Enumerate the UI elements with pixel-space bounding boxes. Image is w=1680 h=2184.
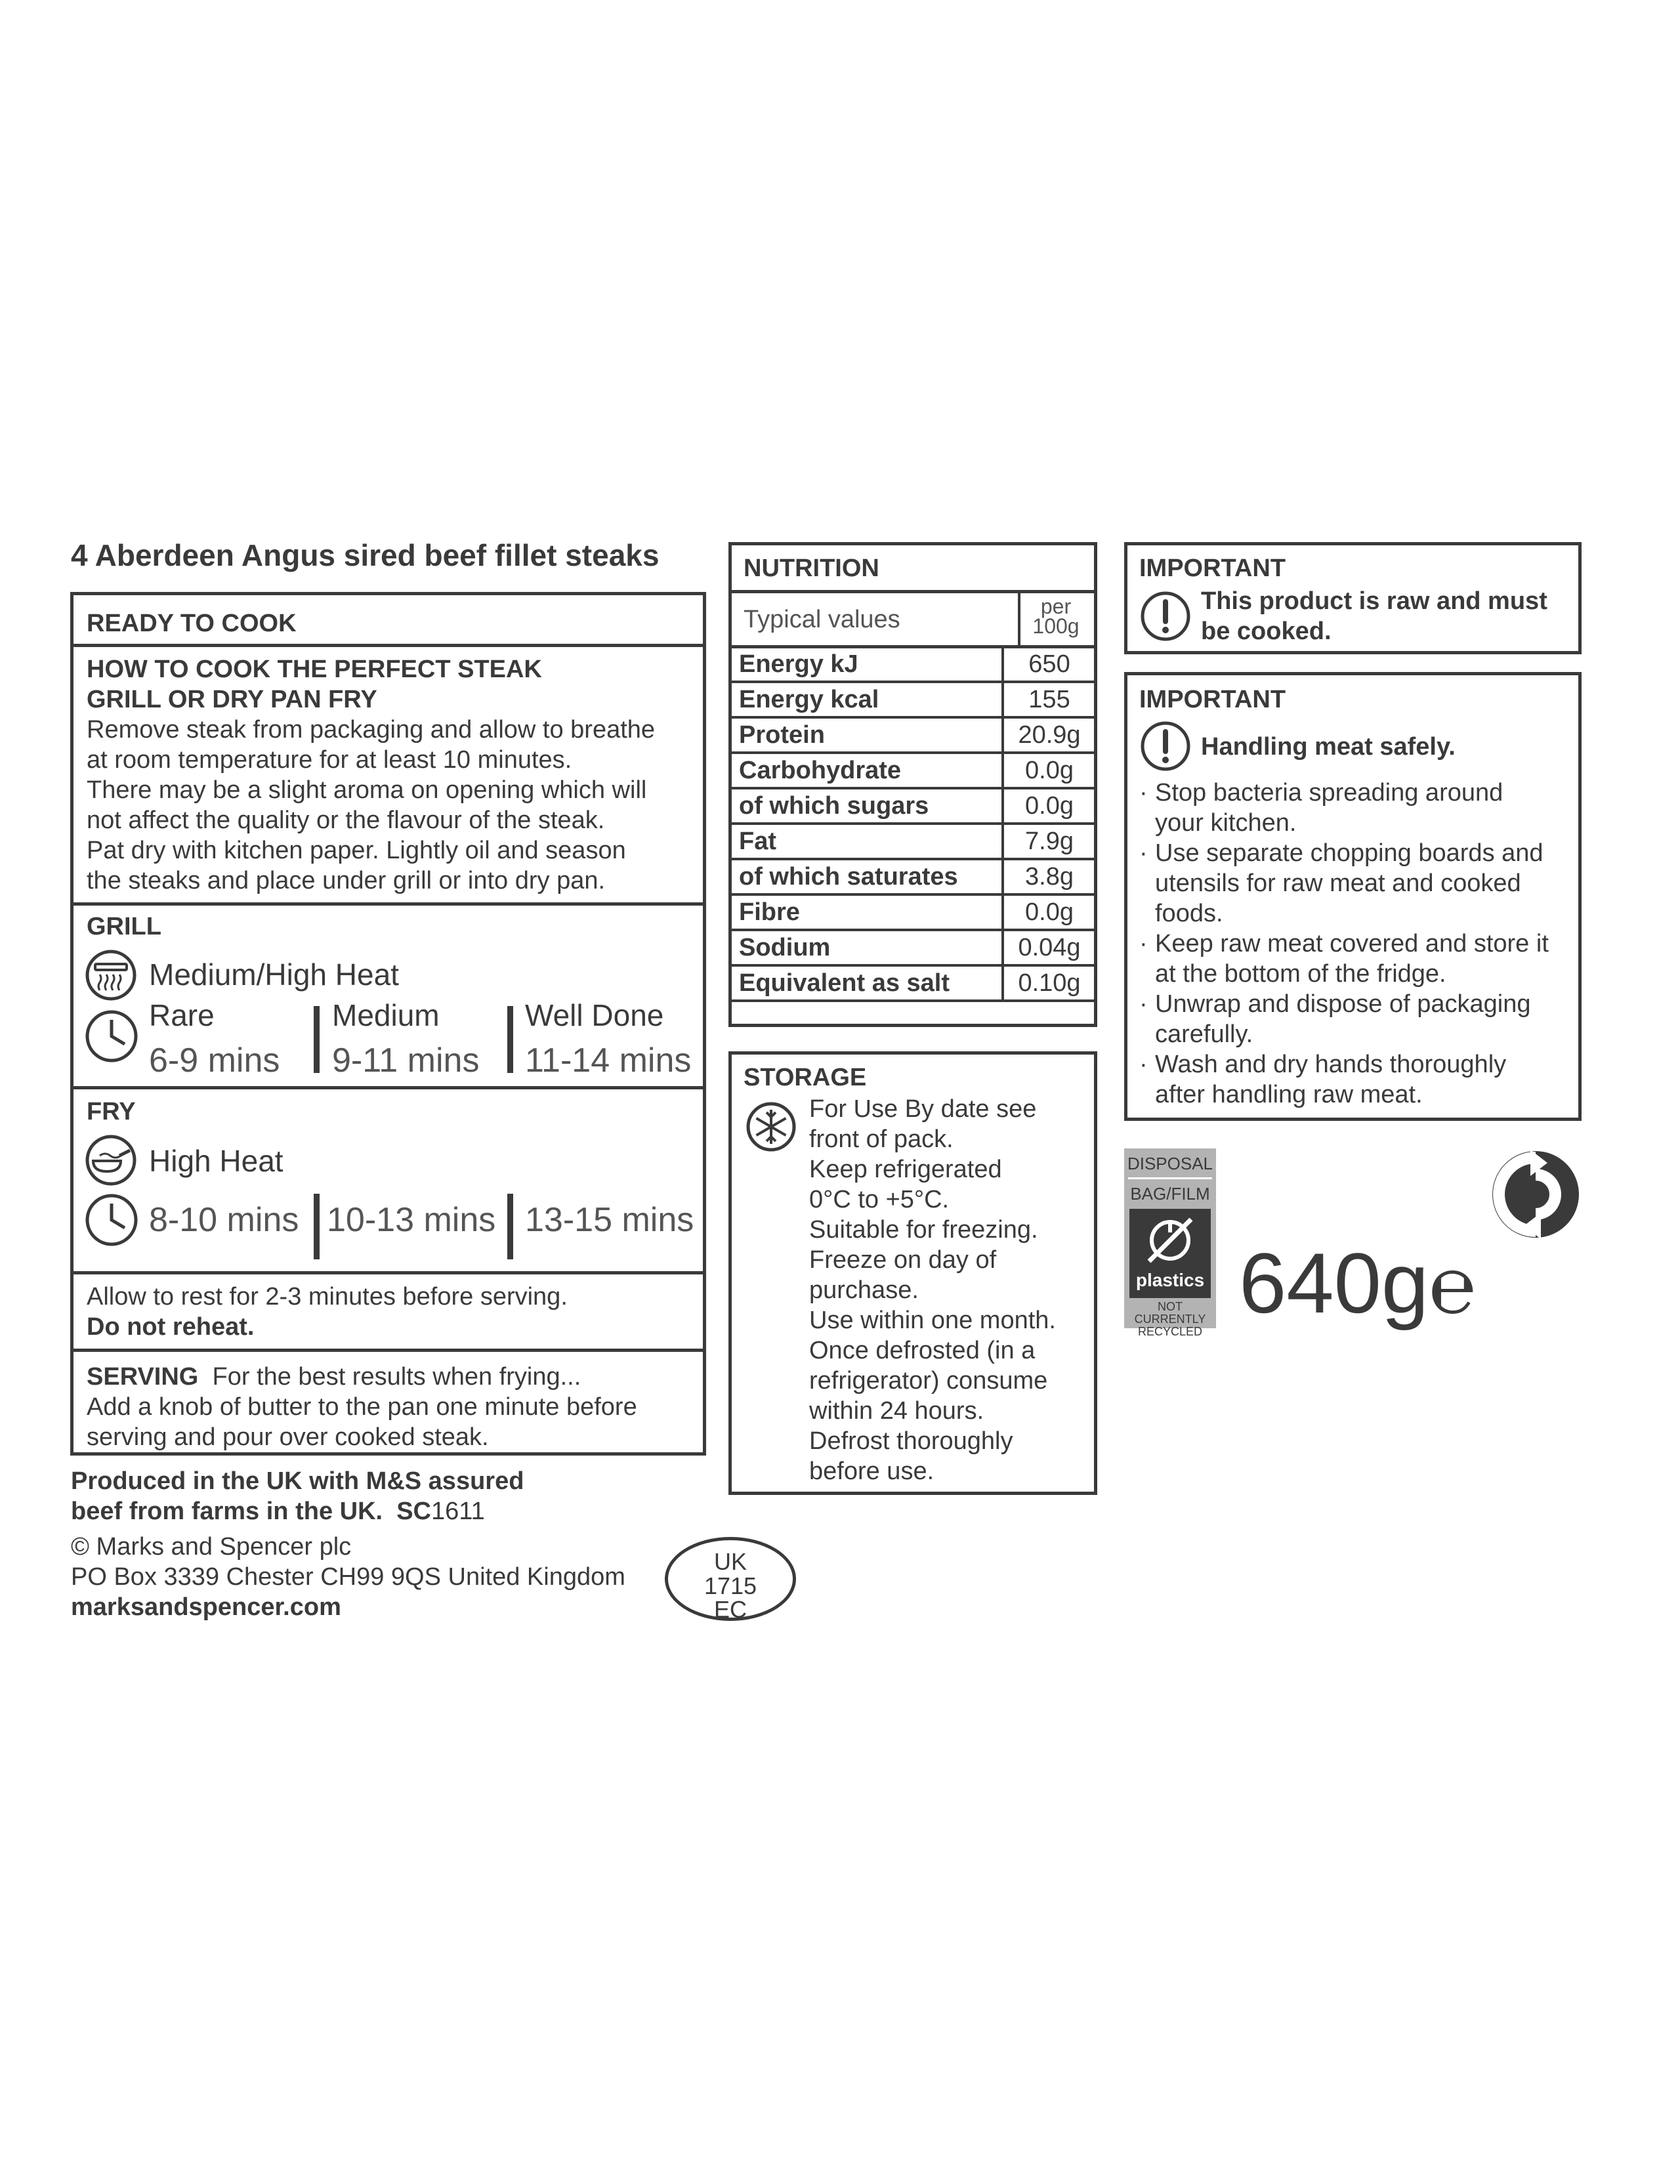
- disposal-material: plastics: [1135, 1270, 1205, 1290]
- rest-instruction: Allow to rest for 2-3 minutes before serving.: [87, 1283, 568, 1311]
- table-row: Equivalent as salt 0.10g: [730, 965, 1096, 1001]
- copyright: © Marks and Spencer plc: [71, 1533, 352, 1561]
- table-row: Protein 20.9g: [730, 717, 1096, 753]
- table-row: of which sugars 0.0g: [730, 788, 1096, 824]
- table-row: Sodium 0.04g: [730, 930, 1096, 965]
- clock-icon: [84, 1009, 139, 1064]
- how-to-cook-title: HOW TO COOK THE PERFECT STEAK: [87, 656, 542, 683]
- product-title: 4 Aberdeen Angus sired beef fillet steaks: [71, 538, 660, 572]
- grill-time-rare: 6-9 mins: [149, 1041, 280, 1080]
- table-row: Fat 7.9g: [730, 824, 1096, 859]
- frying-pan-icon: [84, 1133, 138, 1187]
- storage-text: For Use By date see front of pack. Keep refrigerated 0°C to +5°C. Suitable for freezing. Freeze on day of purchase. Use within one month. Once defrosted (in a refrigerator) consume within 24 hours. Defrost thoroughly before use.: [809, 1095, 1056, 1485]
- nutrition-table: [728, 645, 1097, 1002]
- raw-warning-text: This product is raw and must be cooked.: [1201, 587, 1547, 645]
- important-heading: IMPORTANT: [1139, 686, 1286, 713]
- handling-bullets: [1139, 778, 1572, 1110]
- grill-time-well-done: 11-14 mins: [525, 1041, 692, 1080]
- disposal-label: DISPOSAL: [1127, 1154, 1213, 1173]
- website-link[interactable]: marksandspencer.com: [71, 1593, 341, 1621]
- grill-level-well-done: Well Done: [525, 998, 664, 1032]
- disposal-type: BAG/FILM: [1130, 1184, 1210, 1204]
- no-reheat-warning: Do not reheat.: [87, 1313, 255, 1341]
- fry-time-well-done: 13-15 mins: [525, 1201, 694, 1239]
- list-item: · Wash and dry hands thoroughly after handling raw meat.: [1139, 1051, 1507, 1108]
- table-row: Carbohydrate 0.0g: [730, 753, 1096, 788]
- grill-heading: GRILL: [87, 913, 161, 940]
- grill-level-rare: Rare: [149, 998, 215, 1032]
- not-recycled-icon: [1143, 1213, 1198, 1268]
- table-row: Energy kJ 650: [730, 646, 1096, 682]
- per-100g-label: per 100g: [1032, 595, 1080, 638]
- recycling-disposal-badge: [1124, 1148, 1216, 1338]
- typical-values-label: Typical values: [744, 606, 900, 633]
- grill-time-medium: 9-11 mins: [332, 1041, 480, 1080]
- health-mark-oval: UK 1715 EC: [665, 1537, 796, 1621]
- fry-time-medium: 10-13 mins: [327, 1201, 496, 1239]
- fry-heat-level: High Heat: [149, 1144, 284, 1178]
- warning-icon: [1139, 590, 1192, 642]
- list-item: · Keep raw meat covered and store it at the bottom of the fridge.: [1139, 930, 1549, 988]
- nutrition-heading: NUTRITION: [744, 555, 879, 582]
- table-row: Fibre 0.0g: [730, 894, 1096, 930]
- address: PO Box 3339 Chester CH99 9QS United Kingdom: [71, 1563, 625, 1591]
- how-to-cook-subtitle: GRILL OR DRY PAN FRY: [87, 686, 377, 713]
- ready-to-cook-heading: READY TO COOK: [87, 610, 297, 637]
- fry-time-rare: 8-10 mins: [149, 1201, 299, 1239]
- grill-icon: [84, 948, 138, 1002]
- clock-icon: [84, 1192, 139, 1248]
- list-item: · Stop bacteria spreading around your kitchen.: [1139, 779, 1503, 837]
- nutrition-box: [728, 542, 1097, 1027]
- green-dot-icon: [1490, 1148, 1582, 1240]
- storage-box: [728, 1051, 1097, 1495]
- list-item: · Unwrap and dispose of packaging carefully.: [1139, 990, 1531, 1048]
- important-handling-box: [1124, 672, 1582, 1121]
- grill-heat-level: Medium/High Heat: [149, 957, 399, 992]
- net-weight: 640g℮: [1239, 1235, 1477, 1331]
- producer-line-2: beef from farms in the UK. SC1611: [71, 1498, 485, 1525]
- how-to-cook-text: Remove steak from packaging and allow to breathe at room temperature for at least 10 minutes. There may be a slight aroma on opening which will not affect the quality or the flavour of the steak. Pat dry with kitchen paper. Lightly oil and season the steaks and place under grill or into dry pan.: [87, 716, 656, 894]
- warning-icon: [1139, 720, 1192, 772]
- important-raw-box: [1124, 542, 1582, 654]
- storage-heading: STORAGE: [744, 1064, 867, 1091]
- cooking-instructions-box: [70, 592, 706, 1456]
- producer-line-1: Produced in the UK with M&S assured: [71, 1467, 524, 1495]
- disposal-status: NOT CURRENTLY RECYCLED: [1134, 1300, 1206, 1338]
- list-item: · Use separate chopping boards and utensils for raw meat and cooked foods.: [1139, 839, 1544, 927]
- grill-level-medium: Medium: [332, 998, 440, 1032]
- table-row: Energy kcal 155: [730, 682, 1096, 717]
- snowflake-icon: [745, 1101, 797, 1153]
- important-heading: IMPORTANT: [1139, 555, 1286, 582]
- fry-heading: FRY: [87, 1098, 136, 1125]
- table-row: of which saturates 3.8g: [730, 859, 1096, 894]
- estimated-mark: ℮: [1429, 1242, 1477, 1330]
- serving-suggestion: SERVING For the best results when frying... Add a knob of butter to the pan one minute before serving and pour over cooked steak.: [87, 1363, 637, 1451]
- handling-subheading: Handling meat safely.: [1201, 733, 1456, 761]
